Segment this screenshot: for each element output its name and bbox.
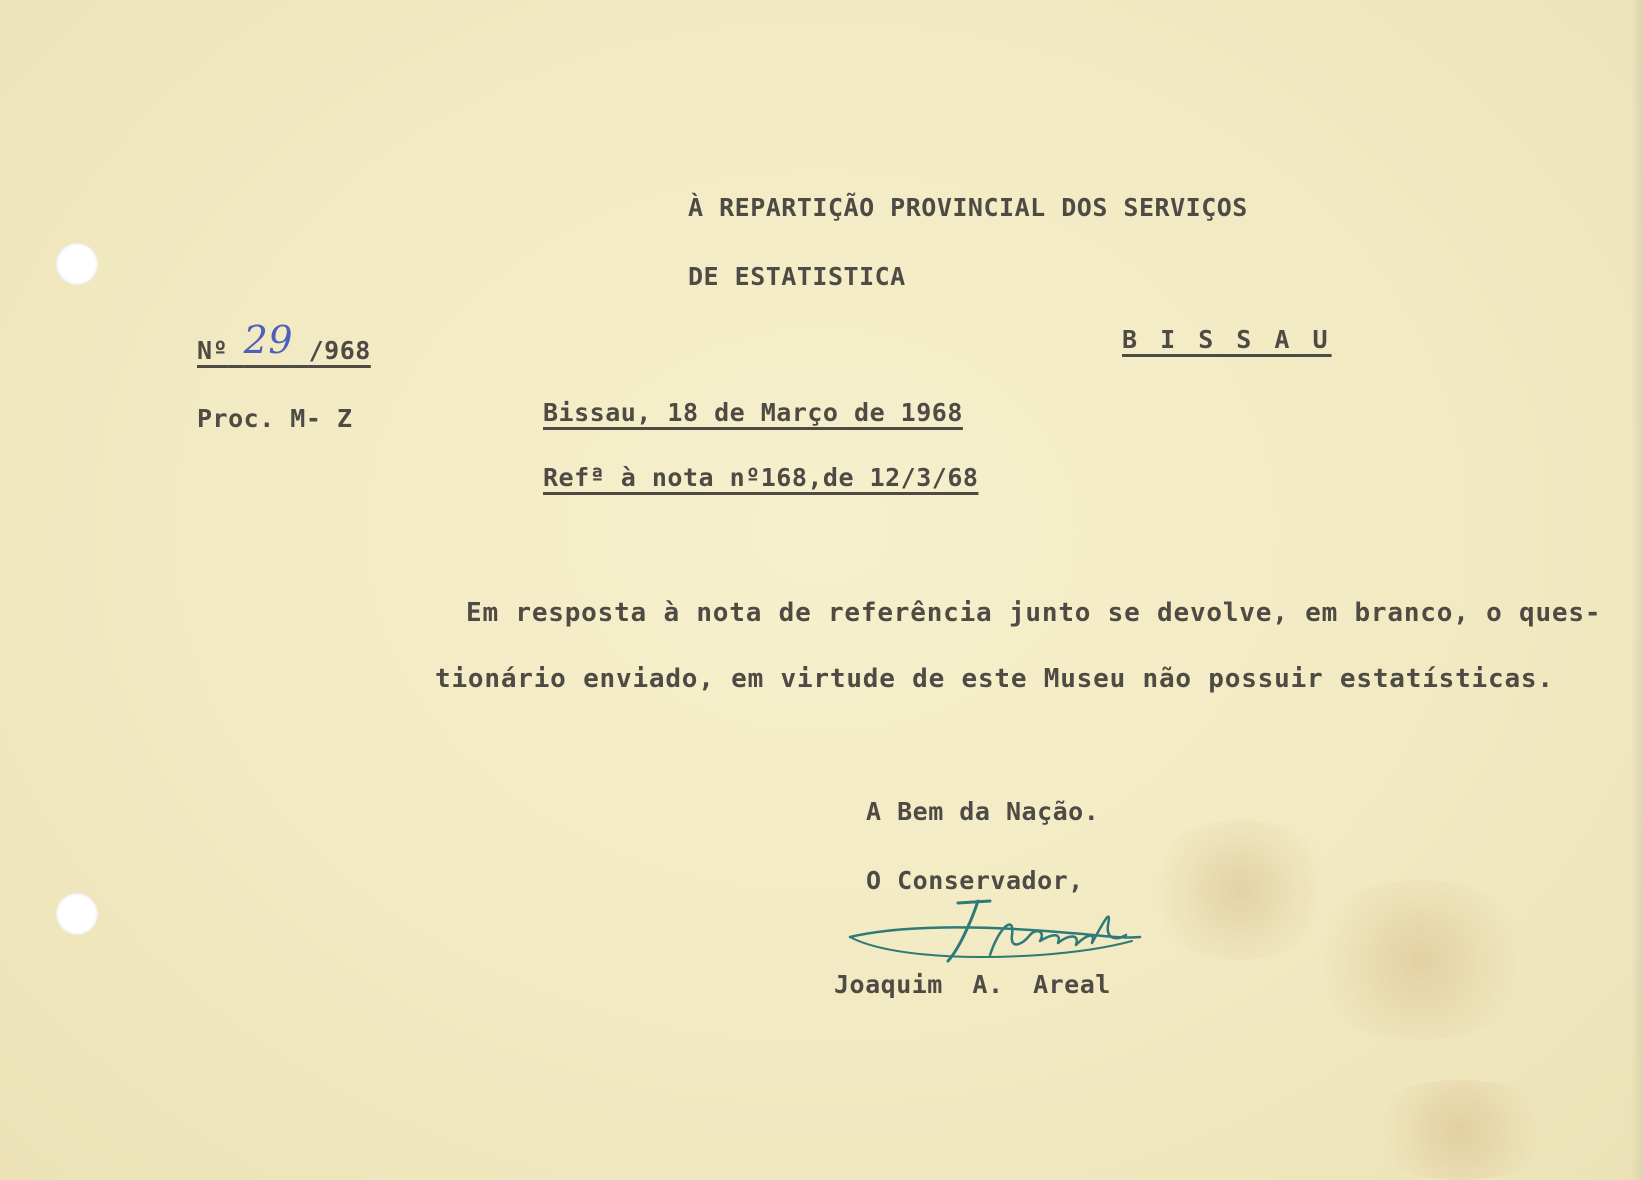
number-prefix: Nº	[197, 336, 229, 365]
body-line-1: Em resposta à nota de referência junto se devolve, em branco, o ques-	[466, 598, 1602, 628]
addressee-line-2: DE ESTATISTICA	[688, 262, 906, 291]
handwritten-number: 29	[243, 318, 294, 362]
date-line: Bissau, 18 de Março de 1968	[543, 398, 963, 427]
number-year: /968	[308, 336, 371, 365]
signer-name: Joaquim A. Areal	[834, 970, 1111, 999]
signer-title: O Conservador,	[866, 866, 1084, 895]
paper-stain	[1300, 880, 1540, 1040]
addressee-line-1: À REPARTIÇÃO PROVINCIAL DOS SERVIÇOS	[688, 193, 1248, 222]
reference-line: Refª à nota nº168,de 12/3/68	[543, 463, 979, 492]
document-number	[197, 318, 371, 368]
closing-line: A Bem da Nação.	[866, 797, 1100, 826]
punch-hole-icon	[56, 243, 98, 285]
paper-stain	[1360, 1080, 1560, 1180]
body-line-2: tionário enviado, em virtude de este Museu não possuir estatísticas.	[435, 664, 1554, 694]
punch-hole-icon	[56, 893, 98, 935]
page-edge-shadow	[1631, 0, 1643, 1180]
city-header: B I S S A U	[1122, 325, 1332, 354]
process-reference: Proc. M- Z	[197, 404, 353, 433]
